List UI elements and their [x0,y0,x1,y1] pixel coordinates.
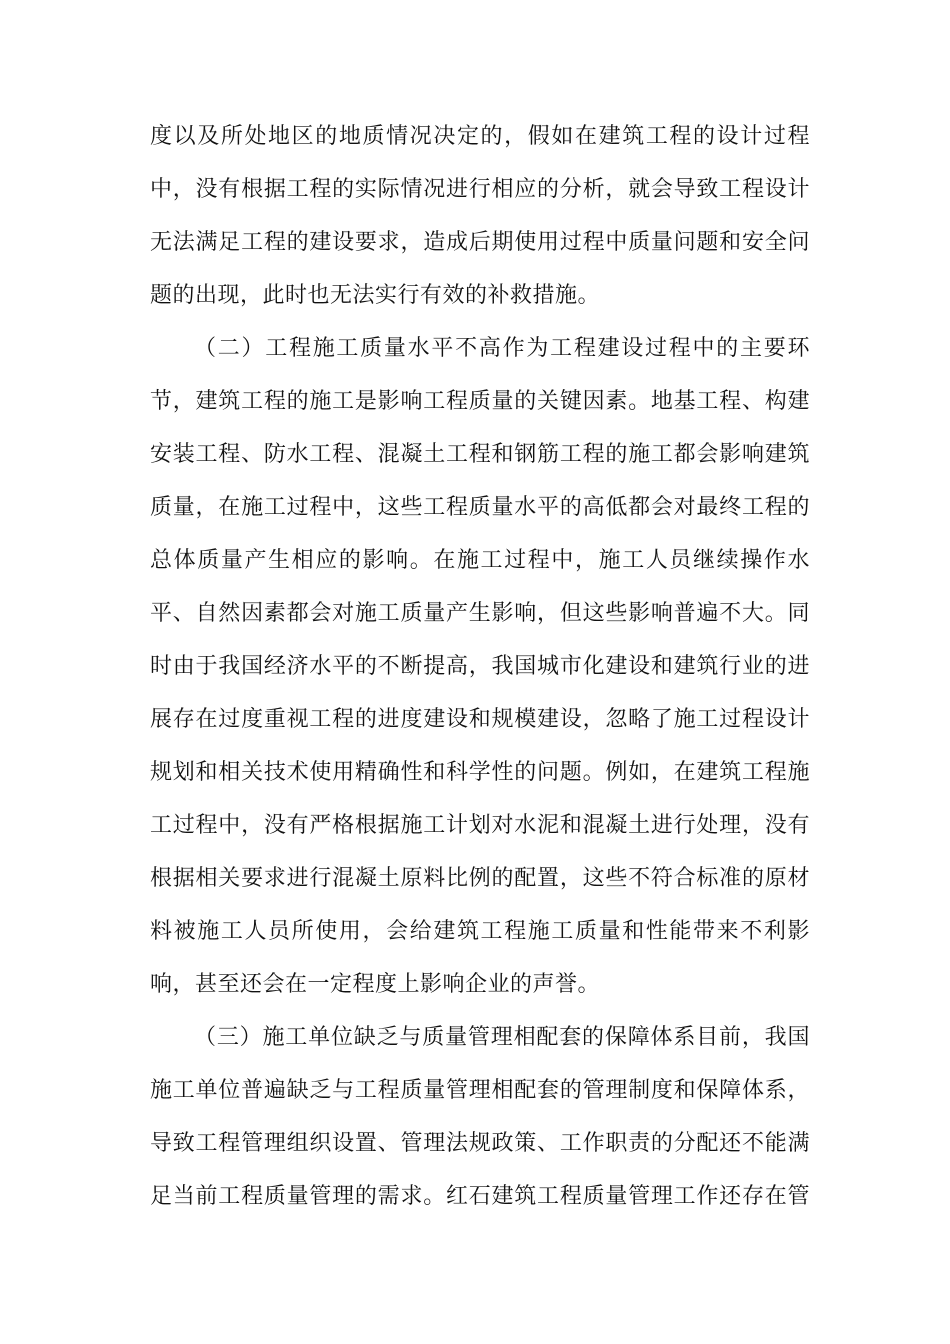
text-line: 度以及所处地区的地质情况决定的，假如在建筑工程的设计过程 [150,124,810,149]
text-line: 规划和相关技术使用精确性和科学性的问题。例如，在建筑工程施 [150,760,810,785]
text-line: 无法满足工程的建设要求，造成后期使用过程中质量问题和安全问 [150,230,810,255]
text-line: 施工单位普遍缺乏与工程质量管理相配套的管理制度和保障体系， [150,1078,810,1103]
section-heading-line: （二）工程施工质量水平不高作为工程建设过程中的主要环 [194,336,810,361]
text-line: 节，建筑工程的施工是影响工程质量的关键因素。地基工程、构建 [150,389,810,414]
text-line: 展存在过度重视工程的进度建设和规模建设，忽略了施工过程设计 [150,707,810,732]
text-line: 根据相关要求进行混凝土原料比例的配置，这些不符合标准的原材 [150,866,810,891]
text-line: 总体质量产生相应的影响。在施工过程中，施工人员继续操作水 [150,548,810,573]
section-heading-line: （三）施工单位缺乏与质量管理相配套的保障体系目前，我国 [194,1025,810,1050]
text-line: 工过程中，没有严格根据施工计划对水泥和混凝土进行处理，没有 [150,813,810,838]
text-line: 响，甚至还会在一定程度上影响企业的声誉。 [150,972,601,997]
text-line: 平、自然因素都会对施工质量产生影响，但这些影响普遍不大。同 [150,601,810,626]
text-line: 中，没有根据工程的实际情况进行相应的分析，就会导致工程设计 [150,177,810,202]
text-line: 料被施工人员所使用，会给建筑工程施工质量和性能带来不利影 [150,919,810,944]
text-line: 安装工程、防水工程、混凝土工程和钢筋工程的施工都会影响建筑 [150,442,810,467]
text-line: 足当前工程质量管理的需求。红石建筑工程质量管理工作还存在管 [150,1184,810,1209]
text-line: 时由于我国经济水平的不断提高，我国城市化建设和建筑行业的进 [150,654,810,679]
text-line: 质量，在施工过程中，这些工程质量水平的高低都会对最终工程的 [150,495,810,520]
text-line: 导致工程管理组织设置、管理法规政策、工作职责的分配还不能满 [150,1131,810,1156]
text-line: 题的出现，此时也无法实行有效的补救措施。 [150,283,601,308]
